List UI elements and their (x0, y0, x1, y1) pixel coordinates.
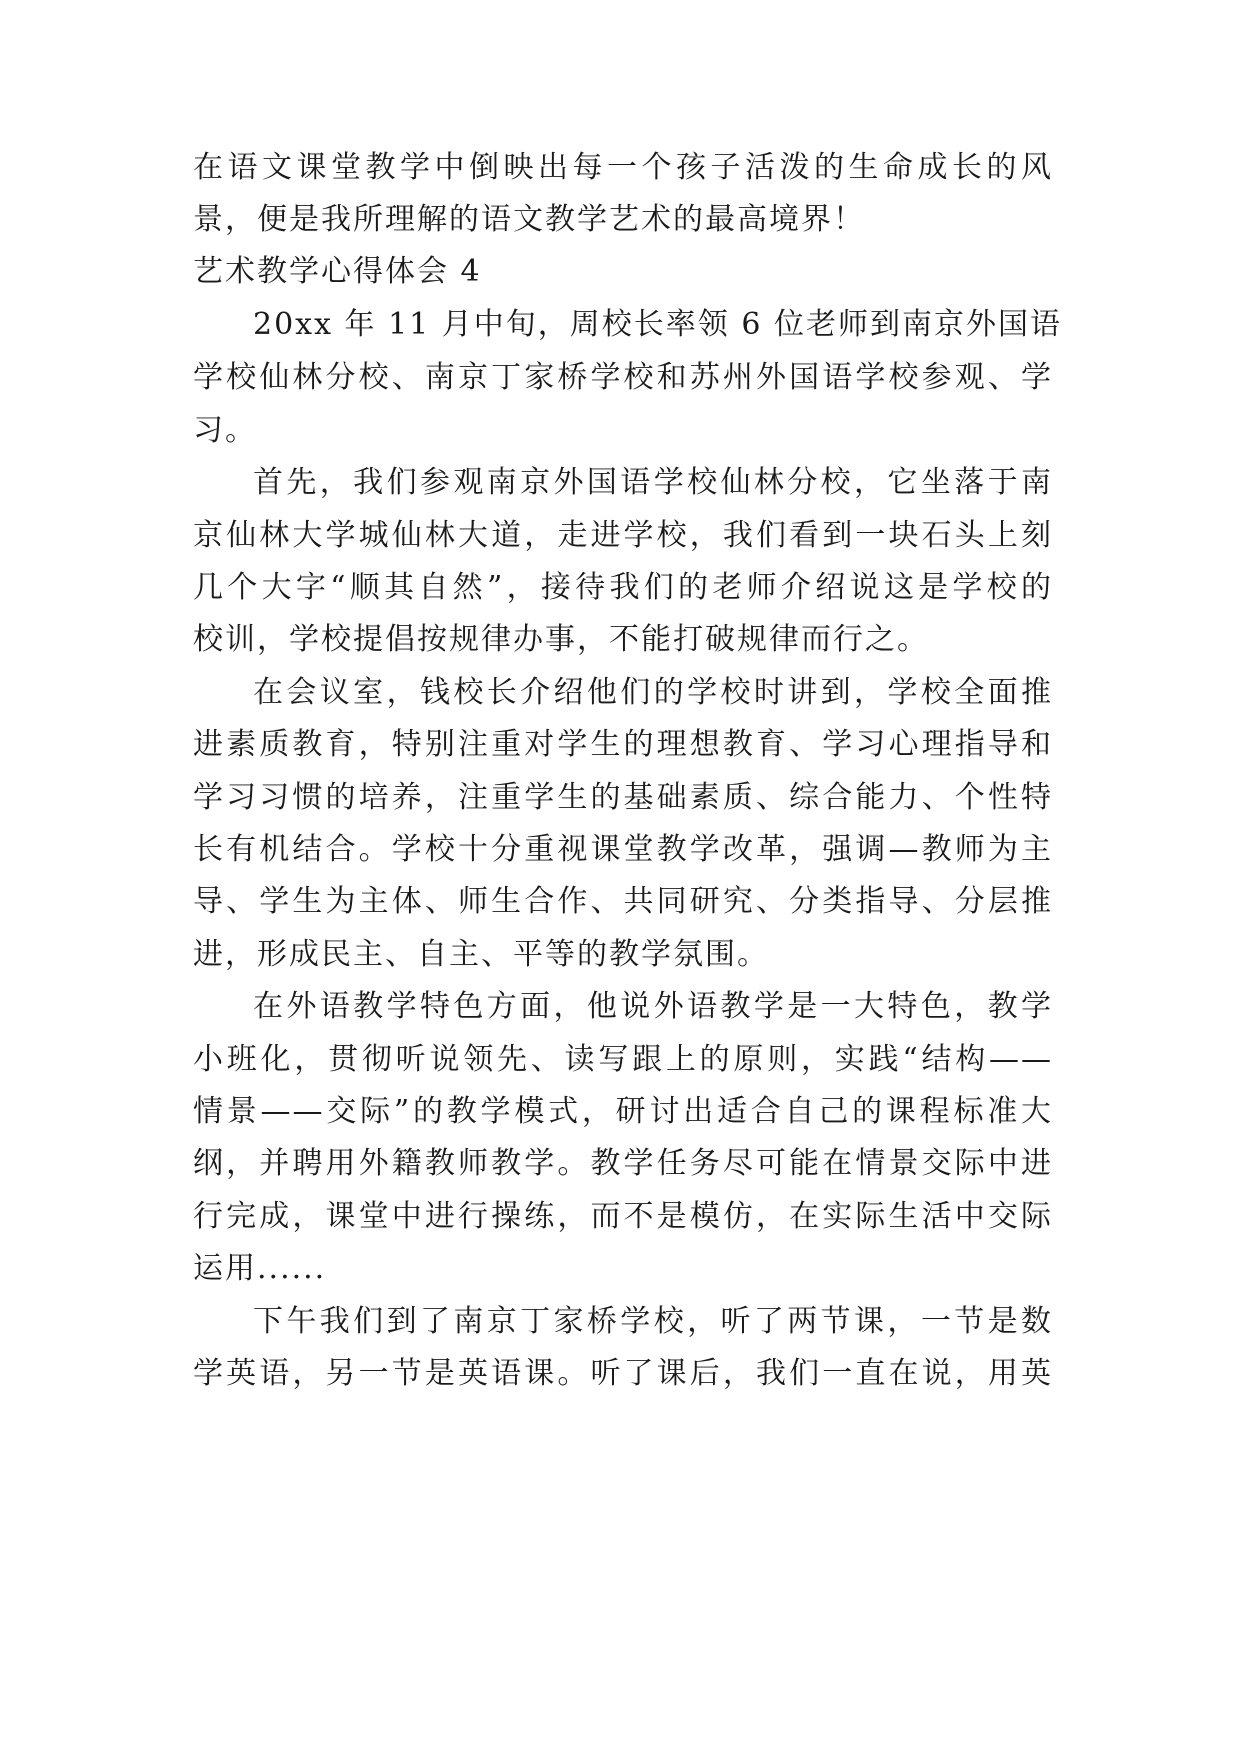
text-line: 在语文课堂教学中倒映出每一个孩子活泼的生命成长的风 (193, 150, 1053, 185)
text-line: 导、学生为主体、师生合作、共同研究、分类指导、分层推 (193, 884, 1053, 919)
text-line: 京仙林大学城仙林大道，走进学校，我们看到一块石头上刻 (193, 518, 1053, 553)
text-line: 校训，学校提倡按规律办事，不能打破规律而行之。 (193, 622, 929, 657)
paragraph-first-line: 在会议室，钱校长介绍他们的学校时讲到，学校全面推 (253, 675, 1053, 710)
text-line: 几个大字“顺其自然”，接待我们的老师介绍说这是学校的 (193, 570, 1053, 605)
text-line: 运用...... (193, 1251, 327, 1286)
text-line: 进素质教育，特别注重对学生的理想教育、学习心理指导和 (193, 727, 1053, 762)
paragraph-first-line: 在外语教学特色方面，他说外语教学是一大特色，教学 (253, 989, 1053, 1024)
text-line: 长有机结合。学校十分重视课堂教学改革，强调—教师为主 (193, 832, 1053, 867)
text-line: 小班化，贯彻听说领先、读写跟上的原则，实践“结构—— (193, 1042, 1053, 1077)
paragraph-first-line: 20xx 年 11 月中旬，周校长率领 6 位老师到南京外国语 (253, 307, 1062, 342)
text-line: 学校仙林分校、南京丁家桥学校和苏州外国语学校参观、学 (193, 360, 1053, 395)
text-line: 学习习惯的培养，注重学生的基础素质、综合能力、个性特 (193, 780, 1053, 815)
text-line: 进，形成民主、自主、平等的教学氛围。 (193, 937, 769, 972)
text-line: 纲，并聘用外籍教师教学。教学任务尽可能在情景交际中进 (193, 1146, 1053, 1181)
paragraph-first-line: 首先，我们参观南京外国语学校仙林分校，它坐落于南 (253, 465, 1053, 500)
section-heading: 艺术教学心得体会 4 (193, 254, 482, 289)
paragraph-first-line: 下午我们到了南京丁家桥学校，听了两节课，一节是数 (253, 1304, 1053, 1339)
text-line: 景，便是我所理解的语文教学艺术的最高境界！ (193, 202, 865, 237)
text-line: 行完成，课堂中进行操练，而不是模仿，在实际生活中交际 (193, 1199, 1053, 1234)
text-line: 学英语，另一节是英语课。听了课后，我们一直在说，用英 (193, 1356, 1053, 1391)
text-line: 习。 (193, 413, 257, 448)
text-line: 情景——交际”的教学模式，研讨出适合自己的课程标准大 (193, 1094, 1053, 1129)
